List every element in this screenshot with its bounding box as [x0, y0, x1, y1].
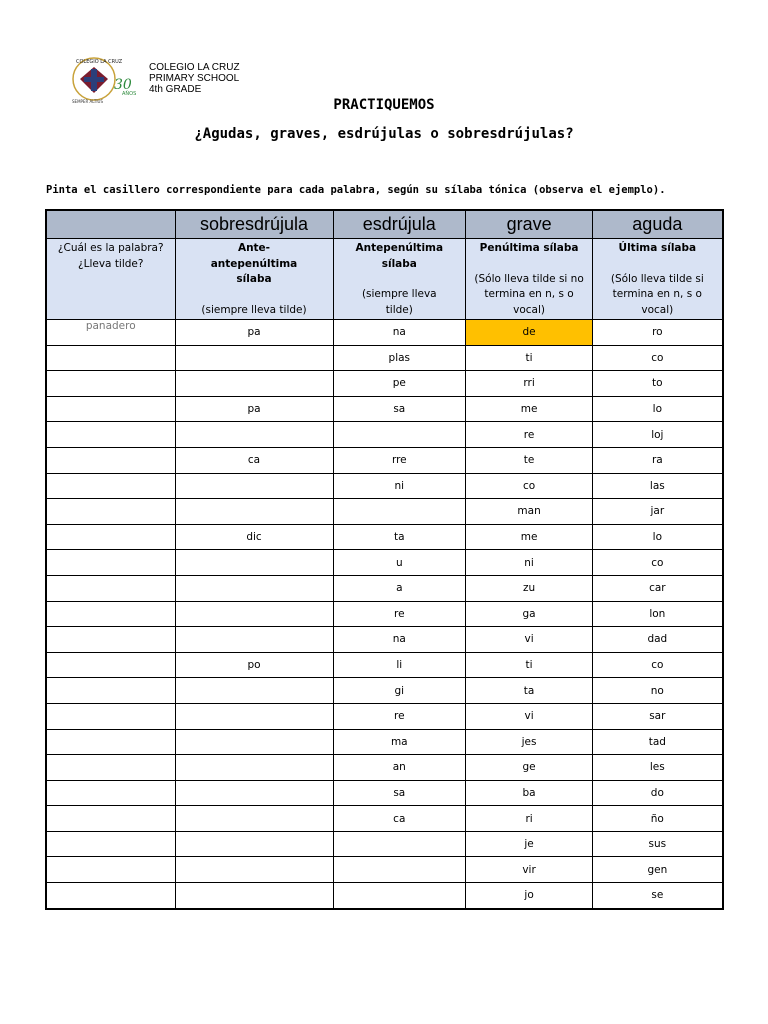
school-name: COLEGIO LA CRUZ	[149, 62, 240, 73]
cell-grave[interactable]: co	[466, 473, 593, 499]
cell-esdrujula[interactable]: na	[333, 627, 466, 653]
cell-sobresdrujula[interactable]	[175, 729, 333, 755]
cell-esdrujula[interactable]	[333, 422, 466, 448]
table-row	[46, 575, 723, 601]
table-row	[46, 396, 723, 422]
cell-word[interactable]	[46, 447, 175, 473]
page-subtitle: ¿Agudas, graves, esdrújulas o sobresdrújulas?	[194, 126, 574, 142]
cell-word[interactable]	[46, 703, 175, 729]
table-row	[46, 422, 723, 448]
cell-esdrujula[interactable]: pe	[333, 371, 466, 397]
desc-word	[46, 239, 175, 320]
cell-sobresdrujula[interactable]	[175, 601, 333, 627]
cell-grave[interactable]: ti	[466, 345, 593, 371]
svg-text:COLEGIO LA CRUZ: COLEGIO LA CRUZ	[76, 59, 123, 65]
cell-grave[interactable]: ri	[466, 806, 593, 832]
cell-aguda[interactable]: to	[593, 371, 723, 397]
header-sobresdrujula: sobresdrújula	[175, 210, 333, 239]
cell-sobresdrujula[interactable]	[175, 780, 333, 806]
desc-grave-note: (Sólo lleva tilde si no termina en n, s o vocal)	[474, 272, 584, 316]
desc-sobresdrujula-note: (siempre lleva tilde)	[201, 303, 307, 316]
cell-aguda[interactable]: se	[593, 883, 723, 909]
desc-sobresdrujula	[175, 239, 333, 320]
table-row	[46, 371, 723, 397]
desc-esdrujula-note: (siempre lleva tilde)	[361, 288, 437, 316]
cell-word[interactable]	[46, 575, 175, 601]
cell-grave[interactable]: re	[466, 422, 593, 448]
cell-word[interactable]	[46, 857, 175, 883]
cell-word[interactable]	[46, 678, 175, 704]
cell-sobresdrujula[interactable]: pa	[175, 320, 333, 346]
cell-esdrujula[interactable]	[333, 857, 466, 883]
cell-grave[interactable]: de	[466, 320, 593, 346]
cell-esdrujula[interactable]: ta	[333, 524, 466, 550]
table-row	[46, 447, 723, 473]
cell-grave[interactable]: ba	[466, 780, 593, 806]
table-row	[46, 703, 723, 729]
cell-esdrujula[interactable]: re	[333, 601, 466, 627]
cell-esdrujula[interactable]: ni	[333, 473, 466, 499]
cell-esdrujula[interactable]: na	[333, 320, 466, 346]
cell-word[interactable]	[46, 473, 175, 499]
table-row	[46, 831, 723, 857]
cell-esdrujula[interactable]: gi	[333, 678, 466, 704]
cell-word[interactable]	[46, 755, 175, 781]
cell-esdrujula[interactable]: u	[333, 550, 466, 576]
table-row	[46, 601, 723, 627]
desc-aguda-note: (Sólo lleva tilde si termina en n, s o vocal)	[610, 272, 704, 316]
cell-esdrujula[interactable]	[333, 831, 466, 857]
cell-esdrujula[interactable]: sa	[333, 780, 466, 806]
cell-aguda[interactable]: gen	[593, 857, 723, 883]
table-row	[46, 780, 723, 806]
cell-esdrujula[interactable]: re	[333, 703, 466, 729]
svg-text:AÑOS: AÑOS	[122, 91, 137, 97]
cell-aguda[interactable]: ro	[593, 320, 723, 346]
cell-esdrujula[interactable]: sa	[333, 396, 466, 422]
cell-word[interactable]	[46, 345, 175, 371]
cell-aguda[interactable]: loj	[593, 422, 723, 448]
cell-grave[interactable]: ti	[466, 652, 593, 678]
svg-text:30: 30	[114, 77, 132, 93]
cell-sobresdrujula[interactable]	[175, 473, 333, 499]
cell-grave[interactable]: ge	[466, 755, 593, 781]
cell-word[interactable]	[46, 371, 175, 397]
cell-grave[interactable]: ni	[466, 550, 593, 576]
cell-sobresdrujula[interactable]: po	[175, 652, 333, 678]
table-row	[46, 857, 723, 883]
cell-esdrujula[interactable]: an	[333, 755, 466, 781]
cell-sobresdrujula[interactable]	[175, 345, 333, 371]
cell-word[interactable]	[46, 806, 175, 832]
cell-aguda[interactable]: lon	[593, 601, 723, 627]
cell-word[interactable]	[46, 499, 175, 525]
cell-aguda[interactable]: lo	[593, 524, 723, 550]
header-word	[46, 210, 175, 239]
cell-word[interactable]	[46, 780, 175, 806]
cell-word[interactable]	[46, 524, 175, 550]
cell-esdrujula[interactable]: rre	[333, 447, 466, 473]
table-row	[46, 883, 723, 909]
desc-esdrujula-title: Antepenúltima sílaba	[355, 242, 444, 270]
table-row	[46, 524, 723, 550]
cell-esdrujula[interactable]: ma	[333, 729, 466, 755]
cell-grave[interactable]: te	[466, 447, 593, 473]
cell-grave[interactable]: vir	[466, 857, 593, 883]
cell-aguda[interactable]: lo	[593, 396, 723, 422]
cell-grave[interactable]: ga	[466, 601, 593, 627]
cell-sobresdrujula[interactable]	[175, 550, 333, 576]
cell-word[interactable]	[46, 396, 175, 422]
desc-word-text: ¿Cuál es la palabra? ¿Lleva tilde?	[57, 242, 164, 270]
table-row	[46, 320, 723, 346]
school-level: PRIMARY SCHOOL	[149, 73, 240, 84]
table-row	[46, 729, 723, 755]
cell-grave[interactable]: rri	[466, 371, 593, 397]
cell-sobresdrujula[interactable]	[175, 755, 333, 781]
cell-sobresdrujula[interactable]	[175, 806, 333, 832]
school-info	[149, 62, 240, 95]
header-row	[46, 210, 723, 239]
header-aguda: aguda	[593, 210, 723, 239]
cell-word[interactable]	[46, 831, 175, 857]
cell-sobresdrujula[interactable]: pa	[175, 396, 333, 422]
cell-sobresdrujula[interactable]	[175, 499, 333, 525]
cell-aguda[interactable]: co	[593, 345, 723, 371]
desc-grave-title: Penúltima sílaba	[479, 242, 579, 254]
cell-aguda[interactable]: no	[593, 678, 723, 704]
cell-sobresdrujula[interactable]	[175, 883, 333, 909]
cell-grave[interactable]: vi	[466, 703, 593, 729]
page-title: PRACTIQUEMOS	[333, 97, 435, 113]
cell-word[interactable]: panadero	[46, 320, 175, 346]
syllable-table	[45, 209, 724, 910]
header-esdrujula: esdrújula	[333, 210, 466, 239]
cell-sobresdrujula[interactable]	[175, 627, 333, 653]
desc-aguda	[593, 239, 723, 320]
cell-sobresdrujula[interactable]: dic	[175, 524, 333, 550]
cell-word[interactable]	[46, 422, 175, 448]
table-row	[46, 550, 723, 576]
cell-grave[interactable]: zu	[466, 575, 593, 601]
cell-aguda[interactable]: ra	[593, 447, 723, 473]
cell-grave[interactable]: je	[466, 831, 593, 857]
cell-grave[interactable]: ta	[466, 678, 593, 704]
cell-word[interactable]	[46, 729, 175, 755]
cell-esdrujula[interactable]: a	[333, 575, 466, 601]
desc-grave	[466, 239, 593, 320]
header-grave: grave	[466, 210, 593, 239]
table-row	[46, 473, 723, 499]
cell-grave[interactable]: jo	[466, 883, 593, 909]
cell-aguda[interactable]: tad	[593, 729, 723, 755]
table-row	[46, 499, 723, 525]
cell-sobresdrujula[interactable]: ca	[175, 447, 333, 473]
cell-esdrujula[interactable]: plas	[333, 345, 466, 371]
cell-word[interactable]	[46, 550, 175, 576]
cell-esdrujula[interactable]	[333, 883, 466, 909]
desc-sobresdrujula-title: Ante- antepenúltima sílaba	[210, 242, 298, 285]
desc-esdrujula	[333, 239, 466, 320]
cell-word[interactable]	[46, 652, 175, 678]
cell-aguda[interactable]: dad	[593, 627, 723, 653]
cell-aguda[interactable]: les	[593, 755, 723, 781]
cell-aguda[interactable]: co	[593, 550, 723, 576]
svg-text:SEMPER ALTIUS: SEMPER ALTIUS	[72, 99, 104, 104]
cell-word[interactable]	[46, 601, 175, 627]
cell-sobresdrujula[interactable]	[175, 575, 333, 601]
cell-aguda[interactable]: sus	[593, 831, 723, 857]
table-row	[46, 652, 723, 678]
description-row	[46, 239, 723, 320]
cell-sobresdrujula[interactable]	[175, 831, 333, 857]
cell-grave[interactable]: vi	[466, 627, 593, 653]
cell-word[interactable]	[46, 627, 175, 653]
cell-word[interactable]	[46, 883, 175, 909]
cell-esdrujula[interactable]: li	[333, 652, 466, 678]
cell-grave[interactable]: man	[466, 499, 593, 525]
cell-esdrujula[interactable]: ca	[333, 806, 466, 832]
table-row	[46, 678, 723, 704]
cell-sobresdrujula[interactable]	[175, 678, 333, 704]
desc-aguda-title: Última sílaba	[618, 242, 697, 254]
table-row	[46, 806, 723, 832]
cell-aguda[interactable]: jar	[593, 499, 723, 525]
cell-aguda[interactable]: ño	[593, 806, 723, 832]
cell-aguda[interactable]: do	[593, 780, 723, 806]
table-row	[46, 755, 723, 781]
table-row	[46, 627, 723, 653]
cell-aguda[interactable]: co	[593, 652, 723, 678]
cell-aguda[interactable]: sar	[593, 703, 723, 729]
school-grade: 4th GRADE	[149, 84, 202, 95]
cell-esdrujula[interactable]	[333, 499, 466, 525]
cell-grave[interactable]: jes	[466, 729, 593, 755]
cell-sobresdrujula[interactable]	[175, 703, 333, 729]
instructions: Pinta el casillero correspondiente para cada palabra, según su sílaba tónica (observa el ejemplo).	[46, 184, 666, 196]
table-row	[46, 345, 723, 371]
cell-sobresdrujula[interactable]	[175, 371, 333, 397]
cell-sobresdrujula[interactable]	[175, 857, 333, 883]
cell-sobresdrujula[interactable]	[175, 422, 333, 448]
cell-aguda[interactable]: car	[593, 575, 723, 601]
cell-grave[interactable]: me	[466, 524, 593, 550]
cell-grave[interactable]: me	[466, 396, 593, 422]
cell-aguda[interactable]: las	[593, 473, 723, 499]
